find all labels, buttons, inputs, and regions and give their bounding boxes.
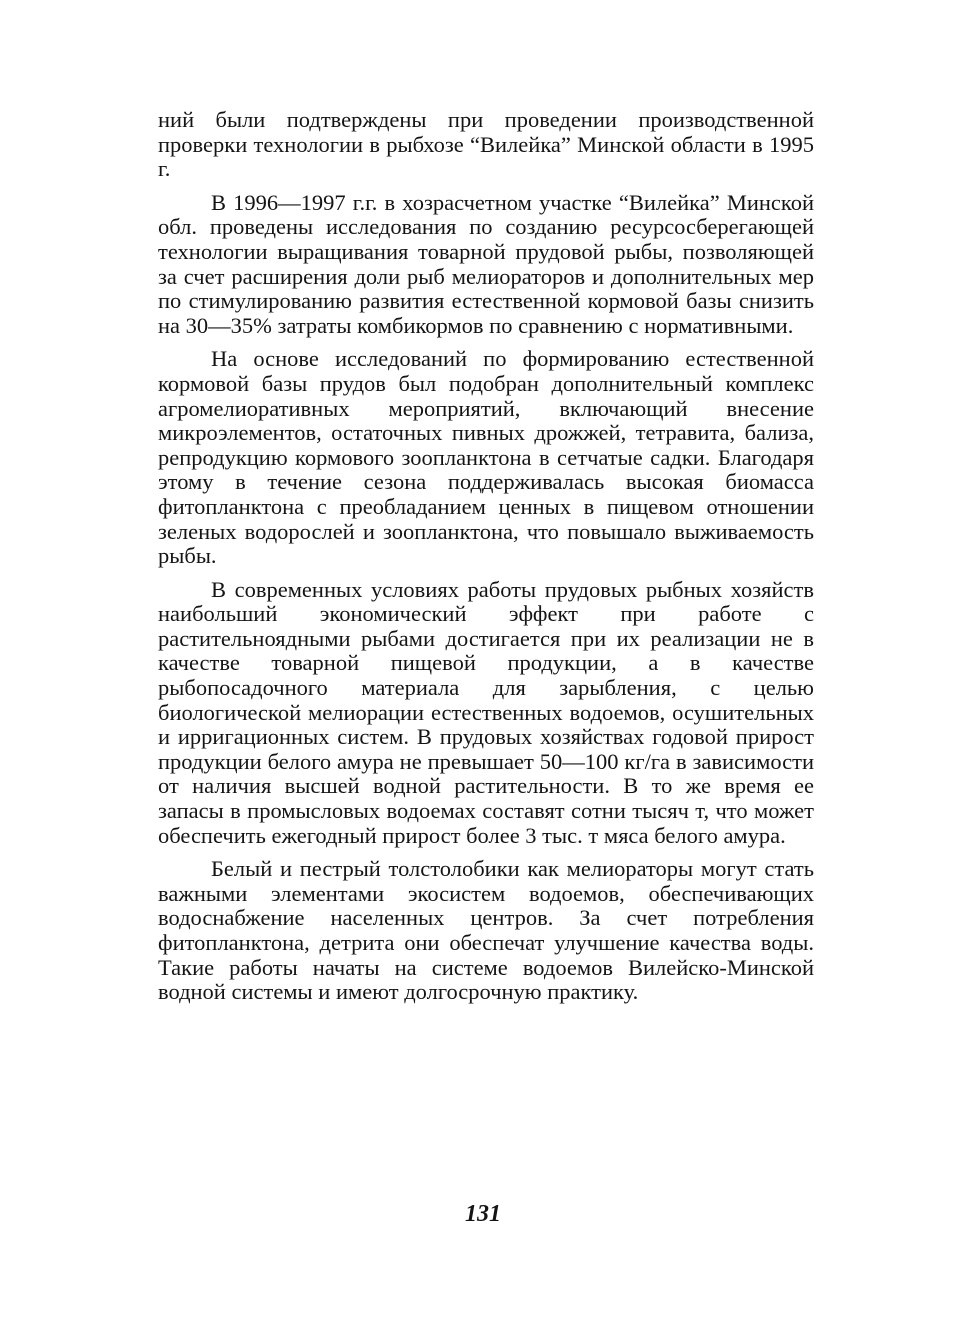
paragraph-silver-carp: Белый и пестрый толстолобики как мелиораторы могут стать важными элементами экосистем водоемов, обеспечивающих водоснабжение населенных центров. За счет потребления фитопланктона, детрита они обеспечат улучшение качества воды. Такие работы начаты на системе водоемов Вилейско-Минской водной системы и имеют долгосрочную практику. [158,856,814,1005]
paragraph-research-1996: В 1996—1997 г.г. в хозрасчетном участке “Вилейка” Минской обл. проведены исследования по созданию ресурсосберегающей технологии выращивания товарной прудовой рыбы, позволяющей за счет расширения доли рыб мелиораторов и дополнительных мер по стимулированию развития естественной кормовой базы снизить на 30—35% затраты комбикормов по сравнению с нормативными. [158,189,814,338]
paragraph-economic-effect: В современных условиях работы прудовых рыбных хозяйств наибольший экономический эффект при работе с растительноядными рыбами достигается при их реализации не в качестве товарной пищевой продукции, а в качестве рыбопосадочного материала для зарыбления, с целью биологической мелиорации естественных водоемов, осушительных и ирригационных систем. В прудовых хозяйствах годовой прирост продукции белого амура не превышает 50—100 кг/га в зависимости от наличия высшей водной растительности. В то же время ее запасы в промысловых водоемах составят сотни тысяч т, что может обеспечить ежегодный прирост более 3 тыс. т мяса белого амура. [158,576,814,848]
paragraph-feed-base: На основе исследований по формированию естественной кормовой базы прудов был подобран дополнительный комплекс агромелиоративных мероприятий, включающий внесение микроэлементов, остаточных пивных дрожжей, тетравита, бализа, репродукцию кормового зоопланктона в сетчатые садки. Благодаря этому в течение сезона поддерживалась высокая биомасса фитопланктона с преобладанием ценных в пищевом отношении зеленых водорослей и зоопланктона, что повышало выживаемость рыбы. [158,346,814,569]
paragraph-continuation: ний были подтверждены при проведении производственной проверки технологии в рыбхозе “Вилейка” Минской области в 1995 г. [158,107,814,182]
page-body [158,108,814,1005]
page-number: 131 [465,1201,501,1227]
